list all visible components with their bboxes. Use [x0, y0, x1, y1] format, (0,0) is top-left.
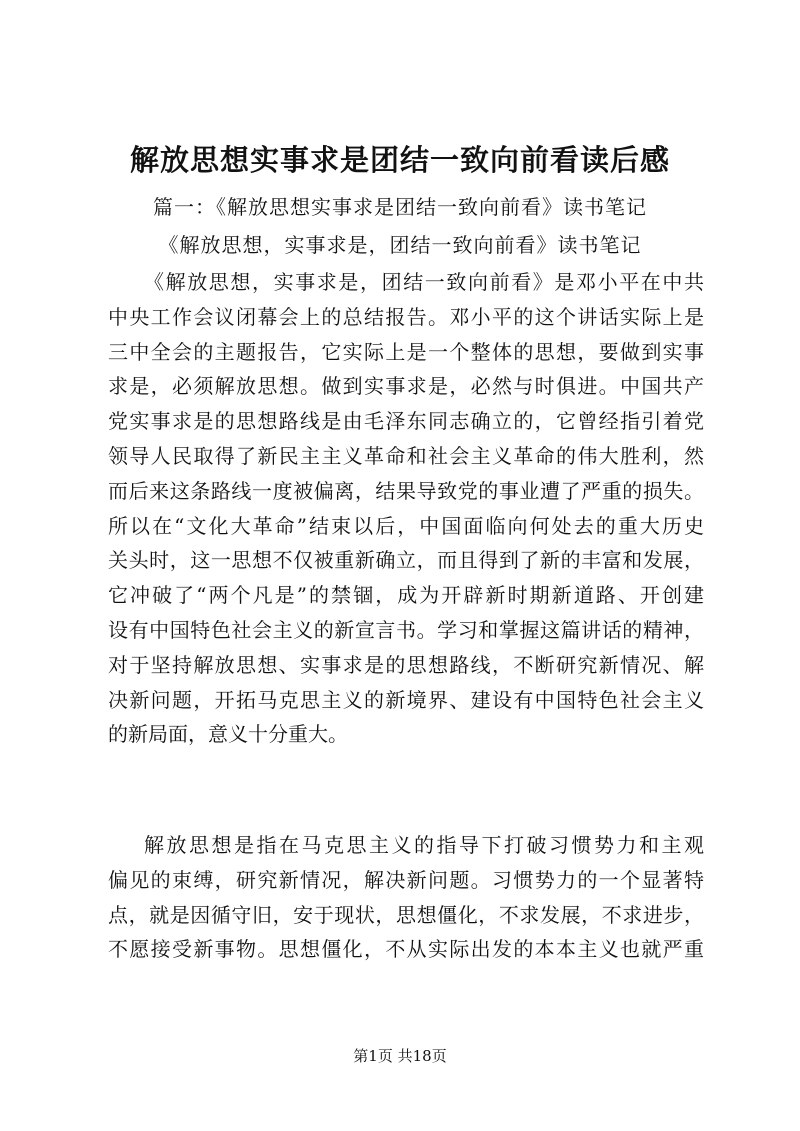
text-line: 偏见的束缚，研究新情况，解决新问题。习惯势力的一个显著特	[108, 867, 704, 892]
text-line: 决新问题，开拓马克思主义的新境界、建设有中国特色社会主义	[108, 687, 704, 712]
text-line: 不愿接受新事物。思想僵化，不从实际出发的本本主义也就严重	[108, 937, 704, 962]
text-line: 三中全会的主题报告，它实际上是一个整体的思想，要做到实事	[108, 339, 704, 364]
text-line: 解放思想是指在马克思主义的指导下打破习惯势力和主观	[144, 833, 704, 857]
text-line: 关头时，这一思想不仅被重新确立，而且得到了新的丰富和发展，	[108, 548, 704, 573]
subheading-notes: 《解放思想，实事求是，团结一致向前看》读书笔记	[158, 233, 642, 257]
text-line: 求是，必须解放思想。做到实事求是，必然与时俱进。中国共产	[108, 374, 704, 399]
subheading-chapter: 篇一：《解放思想实事求是团结一致向前看》读书笔记	[153, 195, 647, 219]
text-line: 的新局面，意义十分重大。	[108, 722, 348, 747]
text-line: 设有中国特色社会主义的新宣言书。学习和掌握这篇讲话的精神，	[108, 617, 704, 642]
text-line: 领导人民取得了新民主主义革命和社会主义革命的伟大胜利，然	[108, 443, 704, 468]
paragraph-1	[108, 265, 704, 752]
text-line: 对于坚持解放思想、实事求是的思想路线，不断研究新情况、解	[108, 652, 704, 677]
paragraph-2	[108, 828, 704, 967]
text-line: 党实事求是的思想路线是由毛泽东同志确立的，它曾经指引着党	[108, 409, 704, 434]
text-line: 《解放思想，实事求是，团结一致向前看》是邓小平在中共	[144, 270, 704, 294]
page-footer: 第1页 共18页	[353, 1047, 447, 1065]
text-line: 中央工作会议闭幕会上的总结报告。邓小平的这个讲话实际上是	[108, 304, 704, 329]
text-line: 而后来这条路线一度被偏离，结果导致党的事业遭了严重的损失。	[108, 478, 704, 503]
text-line: 它冲破了“两个凡是”的禁锢，成为开辟新时期新道路、开创建	[108, 583, 704, 608]
text-line: 点，就是因循守旧，安于现状，思想僵化，不求发展，不求进步，	[108, 902, 704, 927]
text-line: 所以在“文化大革命”结束以后，中国面临向何处去的重大历史	[108, 513, 704, 538]
page-title: 解放思想实事求是团结一致向前看读后感	[129, 143, 670, 177]
